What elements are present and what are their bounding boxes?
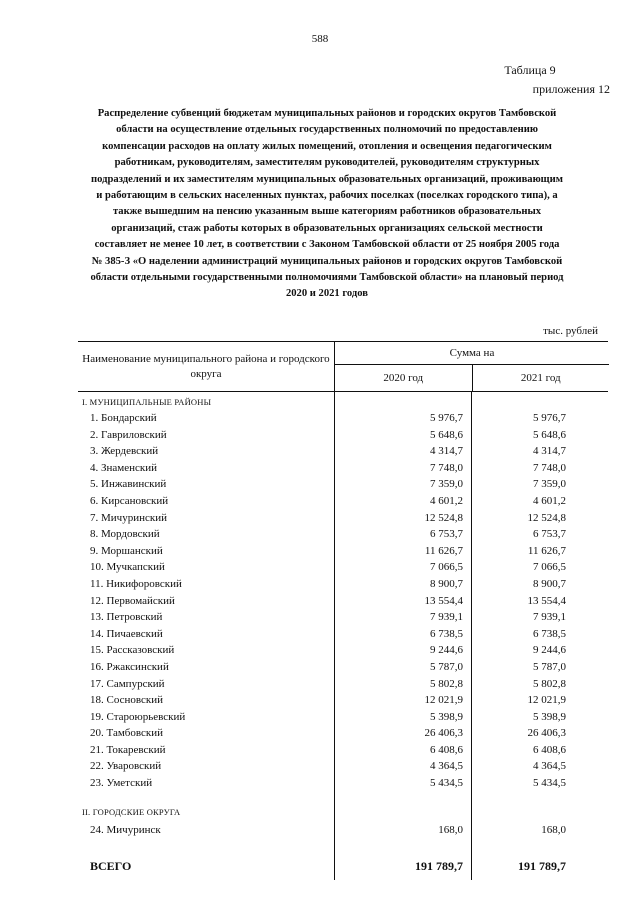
total-label: ВСЕГО bbox=[90, 858, 132, 873]
total-2021: 191 789,7 bbox=[518, 858, 566, 873]
row-value-2020: 11 626,7 bbox=[424, 544, 463, 557]
row-name: 23. Уметский bbox=[90, 777, 153, 790]
table-row bbox=[78, 476, 608, 493]
row-value-2021: 13 554,4 bbox=[527, 594, 566, 607]
table-row bbox=[78, 676, 608, 693]
row-name: 16. Ржаксинский bbox=[90, 660, 169, 673]
header-year-2020: 2020 год bbox=[383, 372, 424, 384]
row-value-2020: 5 787,0 bbox=[430, 660, 463, 673]
row-value-2021: 6 408,6 bbox=[533, 743, 566, 756]
row-name: 15. Рассказовский bbox=[90, 644, 175, 657]
row-name: 1. Бондарский bbox=[90, 412, 157, 424]
table-row bbox=[78, 626, 608, 643]
row-value-2020: 12 524,8 bbox=[424, 511, 463, 524]
row-value-2021: 7 748,0 bbox=[533, 461, 566, 474]
row-value-2020: 5 398,9 bbox=[430, 710, 463, 723]
row-name: 8. Мордовский bbox=[90, 528, 160, 541]
row-value-2020: 13 554,4 bbox=[424, 594, 463, 607]
row-value-2021: 12 524,8 bbox=[527, 511, 566, 524]
header-sum-column bbox=[334, 342, 609, 391]
table-row bbox=[78, 410, 608, 427]
table-body bbox=[78, 392, 608, 880]
table-row bbox=[78, 443, 608, 460]
row-name: 9. Моршанский bbox=[90, 544, 163, 557]
row-value-2020: 4 601,2 bbox=[430, 494, 463, 507]
table-row bbox=[78, 775, 608, 792]
row-value-2020: 7 066,5 bbox=[430, 561, 463, 574]
row-value-2020: 7 748,0 bbox=[430, 461, 463, 474]
table-row bbox=[78, 526, 608, 543]
row-name: 10. Мучкапский bbox=[90, 561, 165, 574]
row-value-2021: 7 066,5 bbox=[533, 561, 566, 574]
row-value-2021: 7 359,0 bbox=[533, 478, 566, 491]
section-city-districts: II. ГОРОДСКИЕ ОКРУГА bbox=[82, 806, 181, 817]
row-value-2021: 9 244,6 bbox=[533, 644, 566, 657]
table-header bbox=[78, 341, 608, 392]
row-name: 14. Пичаевский bbox=[90, 627, 163, 640]
row-value-2021: 5 398,9 bbox=[533, 710, 566, 723]
row-name: 4. Знаменский bbox=[90, 461, 158, 474]
city-rows bbox=[78, 820, 608, 840]
row-name: 20. Тамбовский bbox=[90, 727, 164, 740]
table-row bbox=[78, 609, 608, 626]
table-row bbox=[78, 427, 608, 444]
row-value-2020: 168,0 bbox=[438, 823, 463, 836]
row-name: 12. Первомайский bbox=[90, 594, 175, 607]
header-year-2021: 2021 год bbox=[472, 365, 610, 391]
row-value-2021: 26 406,3 bbox=[527, 727, 566, 740]
row-name: 5. Инжавинский bbox=[90, 478, 167, 491]
appendix-reference: приложения 12 bbox=[532, 82, 610, 96]
table-row bbox=[78, 576, 608, 593]
table-row bbox=[78, 758, 608, 775]
row-name: 11. Никифоровский bbox=[90, 577, 182, 590]
header-name-column: Наименование муниципального района и городского округа bbox=[82, 352, 330, 380]
table-row bbox=[78, 692, 608, 709]
table-row bbox=[78, 642, 608, 659]
row-value-2021: 168,0 bbox=[541, 823, 566, 836]
subsidy-table bbox=[78, 341, 608, 880]
row-value-2020: 5 648,6 bbox=[430, 428, 463, 441]
row-value-2020: 9 244,6 bbox=[430, 644, 463, 657]
row-value-2020: 4 364,5 bbox=[430, 760, 463, 773]
table-row bbox=[78, 493, 608, 510]
table-row bbox=[78, 543, 608, 560]
units-label: тыс. рублей bbox=[543, 325, 598, 337]
row-value-2021: 8 900,7 bbox=[533, 577, 566, 590]
row-value-2021: 6 753,7 bbox=[533, 528, 566, 541]
row-value-2020: 7 939,1 bbox=[430, 611, 463, 624]
row-value-2020: 8 900,7 bbox=[430, 577, 463, 590]
header-sum-title: Сумма на bbox=[335, 342, 609, 365]
row-name: 13. Петровский bbox=[90, 611, 163, 624]
row-value-2020: 6 408,6 bbox=[430, 743, 463, 756]
row-value-2021: 6 738,5 bbox=[533, 627, 566, 640]
row-value-2020: 6 753,7 bbox=[430, 528, 463, 541]
table-row bbox=[78, 709, 608, 726]
section-municipal-districts: I. МУНИЦИПАЛЬНЫЕ РАЙОНЫ bbox=[82, 397, 212, 407]
table-row bbox=[78, 510, 608, 527]
row-value-2021: 5 976,7 bbox=[533, 412, 566, 424]
district-rows bbox=[78, 410, 608, 792]
table-row bbox=[78, 559, 608, 576]
row-value-2021: 5 787,0 bbox=[533, 660, 566, 673]
table-row bbox=[78, 725, 608, 742]
row-name: 6. Кирсановский bbox=[90, 494, 169, 507]
row-name: 18. Сосновский bbox=[90, 694, 164, 707]
row-value-2021: 7 939,1 bbox=[533, 611, 566, 624]
row-value-2020: 5 434,5 bbox=[430, 777, 463, 790]
row-value-2020: 7 359,0 bbox=[430, 478, 463, 491]
row-value-2021: 5 648,6 bbox=[533, 428, 566, 441]
row-name: 21. Токаревский bbox=[90, 743, 166, 756]
row-value-2020: 26 406,3 bbox=[424, 727, 463, 740]
page-number: 588 bbox=[311, 33, 329, 45]
row-value-2020: 6 738,5 bbox=[430, 627, 463, 640]
row-name: 7. Мичуринский bbox=[90, 511, 167, 524]
table-row bbox=[78, 460, 608, 477]
row-value-2020: 5 976,7 bbox=[430, 412, 463, 424]
table-row bbox=[78, 742, 608, 759]
row-value-2021: 11 626,7 bbox=[527, 544, 566, 557]
row-value-2021: 4 314,7 bbox=[533, 445, 566, 458]
document-title: Распределение субвенций бюджетам муниципальных районов и городских округов Тамбовской области на осуществление отдельных государственных полномочий по предоставлению компенсации расходов на оплату жилых помещений, отопления и освещения педагогическим работникам, руководителям, заместителям руководителей, руководителям структурных подразделений и их заместителям муниципальных образовательных организаций, проживающим и работающим в сельских населенных пунктах, рабочих поселках (поселках городского типа), а также вышедшим на пенсию указанным выше категориям работников образовательных организаций, стаж работы которых в образовательных организациях сельской местности составляет не менее 10 лет, в соответствии с Законом Тамбовской области от 25 ноября 2005 года № 385-З «О наделении администраций муниципальных районов и городских округов Тамбовской области отдельными государственными полномочиями Тамбовской области» на плановый период 2020 и 2021 годов bbox=[90, 108, 564, 300]
row-value-2021: 5 434,5 bbox=[533, 777, 566, 790]
row-name: 17. Сампурский bbox=[90, 677, 165, 690]
row-value-2020: 12 021,9 bbox=[424, 694, 463, 707]
row-name: 3. Жердевский bbox=[90, 445, 159, 458]
row-value-2021: 5 802,8 bbox=[533, 677, 566, 690]
table-number: Таблица 9 bbox=[504, 63, 556, 77]
row-name: 24. Мичуринск bbox=[90, 823, 161, 836]
row-value-2020: 5 802,8 bbox=[430, 677, 463, 690]
row-name: 19. Староюрьевский bbox=[90, 710, 186, 723]
table-row bbox=[78, 659, 608, 676]
row-value-2021: 4 364,5 bbox=[533, 760, 566, 773]
row-name: 22. Уваровский bbox=[90, 760, 162, 773]
row-value-2021: 12 021,9 bbox=[527, 694, 566, 707]
row-name: 2. Гавриловский bbox=[90, 428, 167, 441]
total-2020: 191 789,7 bbox=[415, 858, 463, 873]
row-value-2020: 4 314,7 bbox=[430, 445, 463, 458]
table-row bbox=[78, 593, 608, 610]
table-row bbox=[78, 820, 608, 840]
total-row bbox=[78, 852, 608, 880]
row-value-2021: 4 601,2 bbox=[533, 494, 566, 507]
